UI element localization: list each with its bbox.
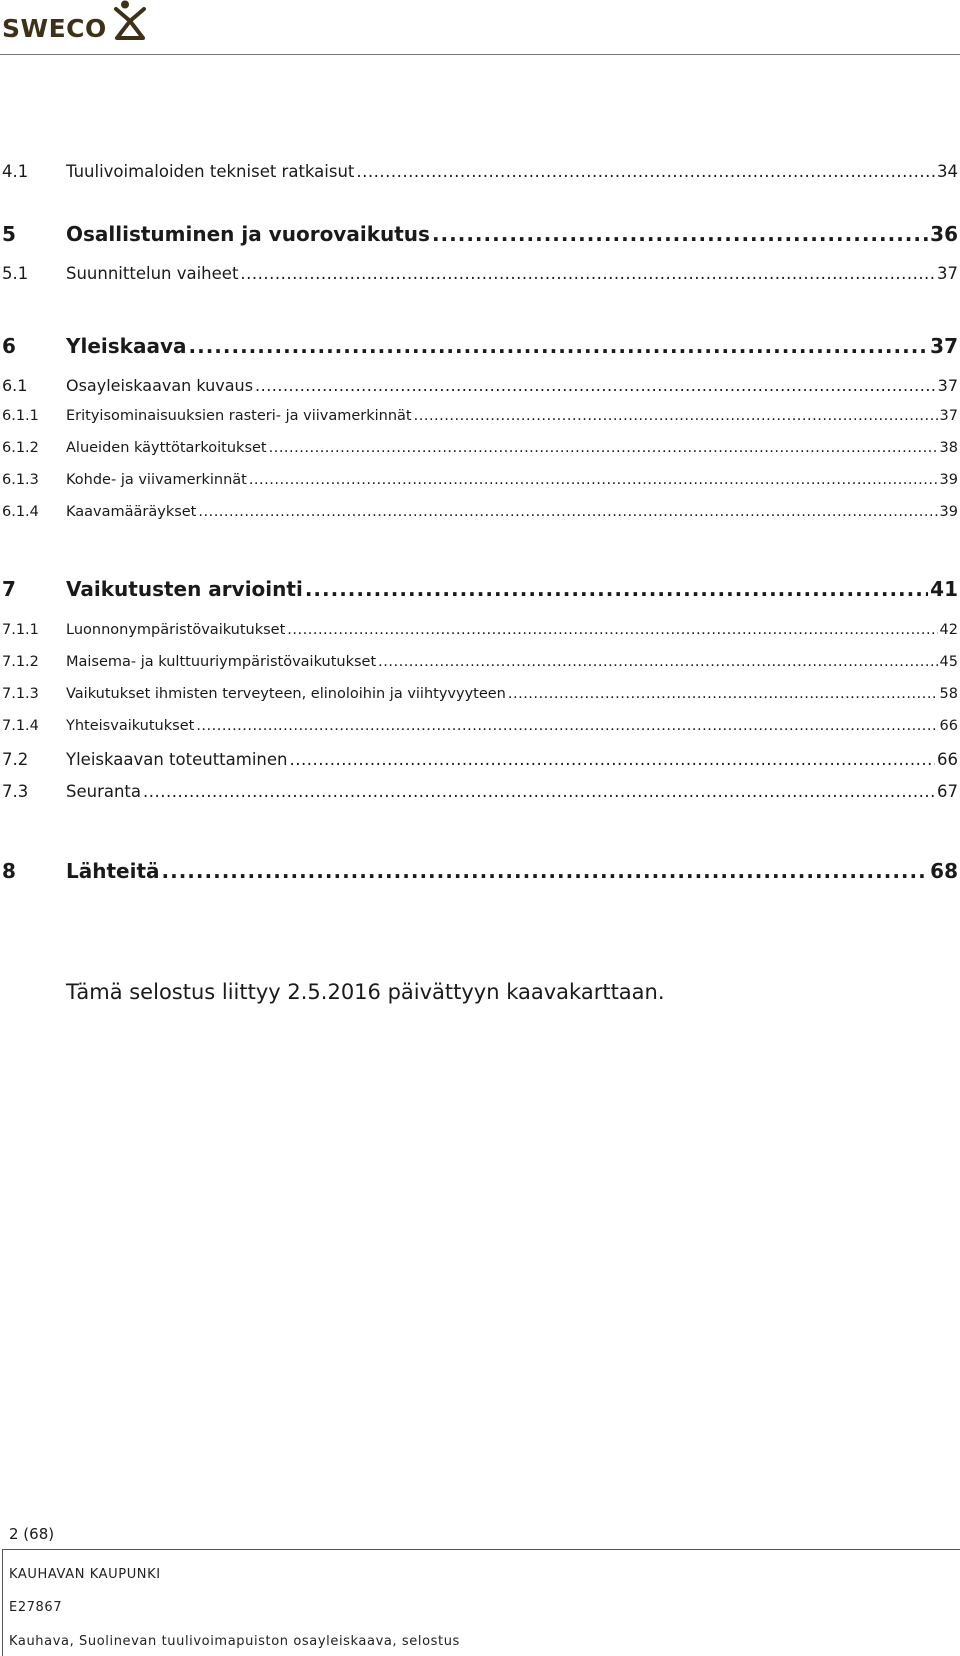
header-divider (0, 54, 960, 55)
sweco-mark-icon (114, 0, 146, 42)
toc-leader-dots (189, 334, 929, 358)
toc-entry-number: 8 (2, 859, 16, 883)
toc-entry-number: 5 (2, 222, 16, 246)
toc-entry-title: Yleiskaavan toteuttaminen (66, 750, 288, 769)
toc-entry-page: 37 (937, 376, 958, 395)
toc-entry-title: Vaikutusten arviointi (66, 577, 303, 601)
sweco-logo (2, 0, 152, 48)
toc-entry-page: 66 (937, 750, 958, 769)
toc-entry-title: Erityisominaisuuksien rasteri- ja viivamerkinnät (66, 408, 412, 424)
toc-entry-page: 39 (939, 504, 958, 520)
footer-client: KAUHAVAN KAUPUNKI (9, 1567, 161, 1582)
toc-entry-number: 7.2 (2, 750, 29, 769)
toc-leader-dots (378, 654, 937, 670)
toc-leader-dots (287, 622, 937, 638)
toc-entry-title: Vaikutukset ihmisten terveyteen, elinoloihin ja viihtyvyyteen (66, 686, 506, 702)
toc-entry-number: 7.1.3 (2, 686, 39, 702)
toc-entry-page: 34 (937, 162, 958, 181)
toc-entry-title: Seuranta (66, 782, 142, 801)
toc-entry-page: 68 (930, 859, 958, 883)
toc-leader-dots (162, 859, 929, 883)
toc-leader-dots (414, 408, 938, 424)
toc-leader-dots (269, 440, 938, 456)
toc-entry-number: 7.1.2 (2, 654, 39, 670)
footer-document-title: Kauhava, Suolinevan tuulivoimapuiston osayleiskaava, selostus (9, 1634, 460, 1649)
toc-entry-number: 6.1.3 (2, 472, 39, 488)
toc-entry-number: 6.1.1 (2, 408, 39, 424)
toc-entry-title: Maisema- ja kulttuuriympäristövaikutukset (66, 654, 377, 670)
toc-entry-title: Alueiden käyttötarkoitukset (66, 440, 267, 456)
toc-entry-number: 4.1 (2, 162, 29, 181)
toc-leader-dots (143, 782, 935, 801)
document-note: Tämä selostus liittyy 2.5.2016 päivättyyn kaavakarttaan. (66, 980, 665, 1004)
toc-entry-title: Yhteisvaikutukset (66, 718, 195, 734)
toc-entry-number: 7.3 (2, 782, 29, 801)
toc-entry-page: 38 (939, 440, 958, 456)
footer-project-code: E27867 (9, 1600, 63, 1615)
toc-entry-title: Tuulivoimaloiden tekniset ratkaisut (66, 162, 355, 181)
toc-entry-title: Yleiskaava (66, 334, 187, 358)
toc-entry-number: 6.1 (2, 376, 28, 395)
toc-entry-title: Suunnittelun vaiheet (66, 264, 239, 283)
toc-entry-title: Kaavamääräykset (66, 504, 197, 520)
toc-entry-number: 7.1.4 (2, 718, 39, 734)
toc-leader-dots (356, 162, 935, 181)
toc-leader-dots (289, 750, 935, 769)
toc-entry-page: 37 (939, 408, 958, 424)
toc-leader-dots (508, 686, 938, 702)
toc-entry-title: Osayleiskaavan kuvaus (66, 376, 254, 395)
toc-entry-number: 7 (2, 577, 16, 601)
footer-divider (2, 1549, 960, 1550)
toc-leader-dots (198, 504, 937, 520)
toc-entry-title: Luonnonympäristövaikutukset (66, 622, 286, 638)
toc-leader-dots (240, 264, 935, 283)
toc-entry-number: 6.1.4 (2, 504, 39, 520)
footer-vertical-divider (2, 1549, 3, 1656)
logo-wordmark: SWECO (2, 14, 107, 43)
toc-entry-page: 42 (939, 622, 958, 638)
toc-entry-page: 45 (939, 654, 958, 670)
toc-entry-page: 37 (930, 334, 958, 358)
page-indicator: 2 (68) (9, 1525, 55, 1543)
toc-entry-title: Osallistuminen ja vuorovaikutus (66, 222, 430, 246)
toc-leader-dots (305, 577, 928, 601)
toc-entry-title: Lähteitä (66, 859, 160, 883)
toc-entry-page: 39 (939, 472, 958, 488)
toc-entry-title: Kohde- ja viivamerkinnät (66, 472, 247, 488)
toc-entry-number: 6 (2, 334, 16, 358)
toc-entry-number: 7.1.1 (2, 622, 39, 638)
toc-entry-page: 36 (930, 222, 958, 246)
toc-leader-dots (196, 718, 937, 734)
toc-entry-page: 37 (937, 264, 958, 283)
toc-entry-number: 6.1.2 (2, 440, 39, 456)
toc-leader-dots (432, 222, 928, 246)
toc-leader-dots (249, 472, 938, 488)
toc-entry-page: 67 (937, 782, 958, 801)
toc-entry-page: 41 (930, 577, 958, 601)
toc-leader-dots (255, 376, 936, 395)
toc-entry-page: 58 (939, 686, 958, 702)
toc-entry-number: 5.1 (2, 264, 29, 283)
toc-entry-page: 66 (939, 718, 958, 734)
